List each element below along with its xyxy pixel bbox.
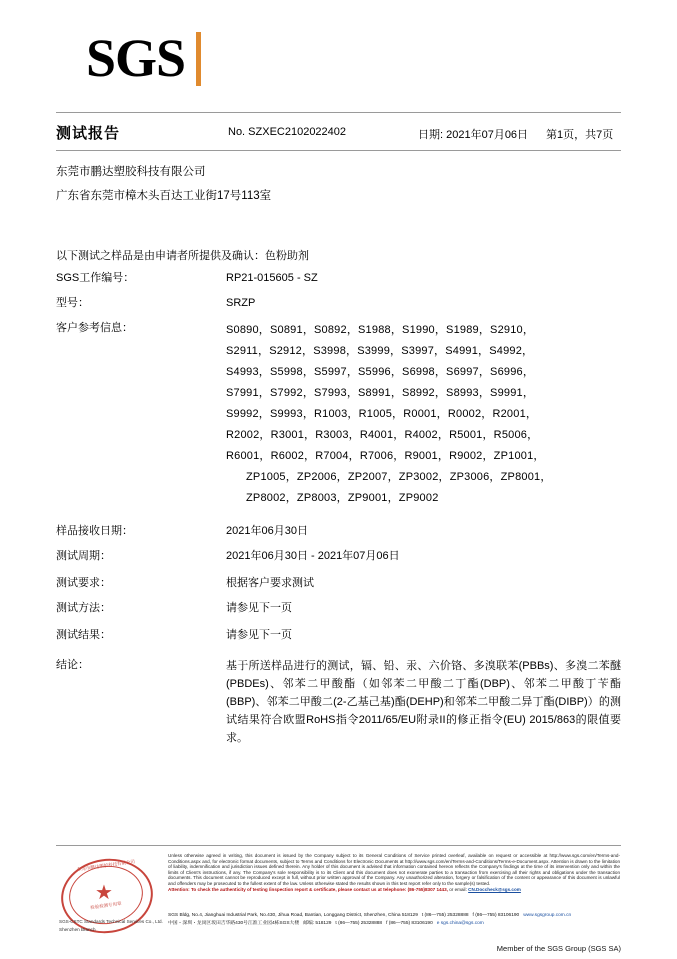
address-cn: 中国・深圳・龙岗区坂田吉华路430号江淮工业园4栋SGS大楼 <box>168 920 300 926</box>
title-row <box>56 122 621 148</box>
address-line-en <box>168 912 620 920</box>
field-value-job-no: RP21-015605 - SZ <box>226 272 318 284</box>
address-en: SGS Bldg, No.4, Jianghuai Industrial Park, No.430, Jihua Road, Bantian, Longgang District, Shenzhen, China 518129 <box>168 913 418 918</box>
reference-line: R6001，R6002，R7004，R7006，R9001，R9002，ZP1001， <box>226 450 545 462</box>
star-icon: ★ <box>95 882 113 904</box>
legal-email-prefix: or email: <box>449 886 469 892</box>
reference-line: R2002，R3001，R3003，R4001，R4002，R5001，R5006， <box>226 429 539 441</box>
reference-line: S7991，S7992，S7993，S8991，S8992，S8993，S9991， <box>226 387 535 399</box>
legal-email-link[interactable]: CN.Doccheck@sgs.com <box>468 886 521 892</box>
field-row <box>56 295 621 311</box>
field-value-conclusion: 基于所送样品进行的测试，镉、铅、汞、六价铬、多溴联苯(PBBs)、多溴二苯醚(PBDEs)、邻苯二甲酸酯（如邻苯二甲酸二丁酯(DBP)、邻苯二甲酸丁苄酯(BBP)、邻苯二甲酸二(2-乙基己基)酯(DEHP)和邻苯二甲酸二异丁酯(DIBP)）的测试结果符合欧盟RoHS指令2011/65/EU附录II的修正指令(EU) 2015/863的限值要求。 <box>226 660 621 744</box>
field-row <box>56 548 621 564</box>
footer-address <box>168 912 620 927</box>
legal-attention: Attention: To check the authenticity of testing /inspection report & certificate, please contact us at telephone: (86-755)8307 1443, <box>168 886 448 892</box>
address-zip: 邮编: 518129 <box>303 920 332 926</box>
reference-line: S0890，S0891，S0892，S1988，S1990，S1989，S2910， <box>226 324 535 336</box>
address-line-cn <box>168 920 620 928</box>
client-name: 东莞市鹏达塑胶科技有限公司 <box>56 166 206 178</box>
sgs-logo-text: SGS <box>86 28 186 88</box>
report-number: No. SZXEC2102022402 <box>228 126 347 138</box>
field-row <box>56 600 621 616</box>
field-value-receive-date: 2021年06月30日 <box>226 525 308 537</box>
address-email[interactable]: e sgs.china@sgs.com <box>436 920 484 926</box>
field-label-test-method: 测试方法： <box>56 602 111 614</box>
address-fax: f (86—755) 83106190 <box>472 913 520 918</box>
report-date: 日期: 2021年07月06日 <box>418 129 529 141</box>
footer-divider <box>56 845 621 846</box>
field-label-conclusion: 结论： <box>56 659 89 671</box>
field-value-test-result: 请参见下一页 <box>226 629 292 641</box>
reference-line: ZP1005，ZP2006，ZP2007，ZP3002，ZP3006，ZP8001， <box>246 471 552 483</box>
address-tel: t (86—755) 25328888 <box>421 913 469 918</box>
address-fax-cn: f (86—755) 83106190 <box>386 920 433 926</box>
address-tel-cn: t (86—755) 25328888 <box>335 920 383 926</box>
field-row <box>56 575 621 591</box>
reference-line: S9992，S9993，R1003，R1005，R0001，R0002，R2001， <box>226 408 538 420</box>
field-label-receive-date: 样品接收日期： <box>56 525 133 537</box>
stamp-footer-company: SGS-CSTC Standards Technical Services Co., Ltd. <box>59 919 163 924</box>
field-value-test-method: 请参见下一页 <box>226 602 292 614</box>
stamp-footer-branch: Shenzhen Branch <box>59 927 96 932</box>
stamp-mid-text: 检验检测专用章 <box>89 900 122 911</box>
client-address: 广东省东莞市樟木头百达工业街17号113室 <box>56 190 272 202</box>
client-block <box>56 160 271 208</box>
page-title: 测试报告 <box>56 125 121 142</box>
reference-line: ZP8002，ZP8003，ZP9001，ZP9002 <box>246 492 439 504</box>
field-row <box>56 627 621 643</box>
field-table <box>56 270 621 756</box>
legal-notice <box>168 853 620 892</box>
address-website[interactable]: www.sgsgroup.com.cn <box>523 913 572 918</box>
field-row <box>56 523 621 539</box>
reference-line: S4993，S5998，S5997，S5996，S6998，S6997，S6996， <box>226 366 535 378</box>
field-label-test-result: 测试结果： <box>56 629 111 641</box>
stamp-top-text: 东莞市鹏达塑胶科技有限公司 <box>76 858 136 873</box>
member-of-group: Member of the SGS Group (SGS SA) <box>496 944 621 953</box>
legal-body: Unless otherwise agreed in writing, this document is issued by the Company subject to its General Conditions of Service printed overleaf, available on request or accessible at http://www.sgs.com/en/Terms-and-Conditions.aspx and, for electronic format documents, subject to Terms and Conditions for Electronic Documents at http://www.sgs.com/en/Terms-and-Conditions/Terms-e-Document.aspx. Attention is drawn to the limitation of liability, indemnification and jurisdiction issues defined therein. Any holder of this document is advised that information contained hereon reflects the Company's findings at the time of its intervention only and within the limits of Client's instructions, if any. The Company's sole responsibility is to its Client and this document does not exonerate parties to a transaction from exercising all their rights and obligations under the transaction documents. This document cannot be reproduced except in full, without prior written approval of the Company. Any unauthorized alteration, forgery or falsification of the content or appearance of this document is unlawful and offenders may be prosecuted to the fullest extent of the law. Unless otherwise stated the results shown in this test report refer only to the sample(s) tested. <box>168 853 620 886</box>
header-divider <box>56 112 621 113</box>
field-label-job-no: SGS工作编号： <box>56 272 135 284</box>
field-value-model: SRZP <box>226 297 256 309</box>
field-label-test-period: 测试周期： <box>56 550 111 562</box>
sgs-logo <box>86 30 196 92</box>
title-divider <box>56 150 621 151</box>
field-value-client-reference <box>226 320 621 509</box>
field-row-client-reference <box>56 320 621 509</box>
sample-declaration: 以下测试之样品是由申请者所提供及确认：色粉助剂 <box>56 250 309 262</box>
field-row <box>56 270 621 286</box>
field-value-test-requirement: 根据客户要求测试 <box>226 577 314 589</box>
company-stamp <box>57 855 163 933</box>
page-indicator: 第1页，共7页 <box>546 129 614 141</box>
field-label-test-requirement: 测试要求： <box>56 577 111 589</box>
field-row-conclusion <box>56 657 621 747</box>
field-label-client-reference: 客户参考信息： <box>56 322 133 334</box>
field-label-model: 型号： <box>56 297 89 309</box>
reference-line: S2911，S2912，S3998，S3999，S3997，S4991，S4992， <box>226 345 534 357</box>
logo-accent-bar <box>196 32 201 86</box>
field-value-test-period: 2021年06月30日 - 2021年07月06日 <box>226 550 400 562</box>
